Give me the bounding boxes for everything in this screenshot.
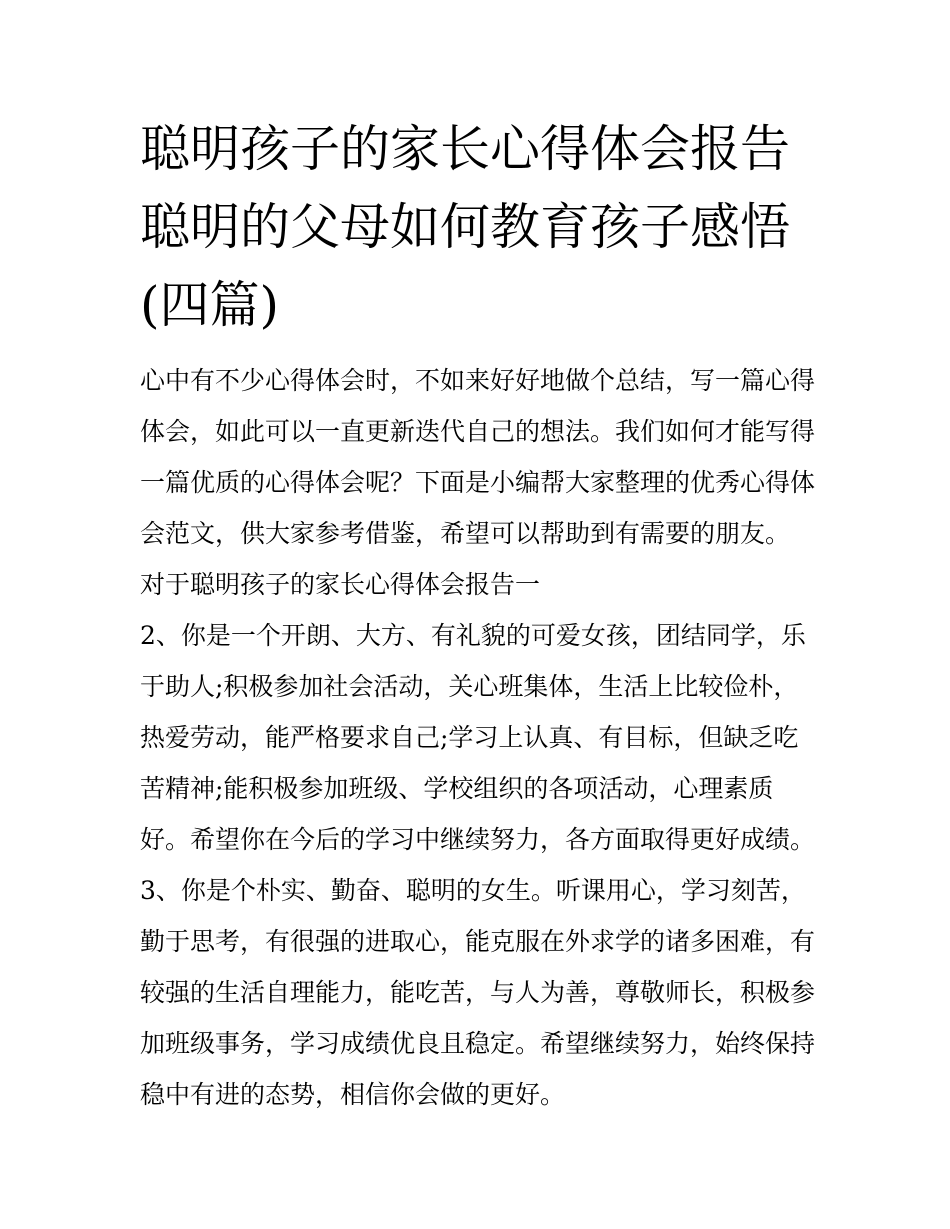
paragraph-line: 热爱劳动，能严格要求自己;学习上认真、有目标，但缺乏吃 [140, 723, 799, 752]
title-line: 聪明孩子的家长心得体会报告 [140, 120, 790, 178]
body-text [140, 355, 830, 1120]
paragraph-line: 加班级事务，学习成绩优良且稳定。希望继续努力，始终保持 [140, 1029, 816, 1058]
paragraph-line: 2、你是一个开朗、大方、有礼貌的可爱女孩，团结同学，乐 [140, 621, 806, 650]
intro-line: 一篇优质的心得体会呢？下面是小编帮大家整理的优秀心得体 [140, 468, 816, 497]
intro-line: 心中有不少心得体会时，不如来好好地做个总结，写一篇心得 [140, 366, 816, 395]
page-title [140, 110, 820, 344]
intro-line: 会范文，供大家参考借鉴，希望可以帮助到有需要的朋友。 [140, 519, 791, 548]
paragraph-line: 于助人;积极参加社会活动，关心班集体，生活上比较俭朴， [140, 672, 799, 701]
paragraph-line: 好。希望你在今后的学习中继续努力，各方面取得更好成绩。 [140, 825, 816, 854]
paragraph-line: 勤于思考，有很强的进取心，能克服在外求学的诸多困难，有 [140, 927, 816, 956]
section-heading: 对于聪明孩子的家长心得体会报告一 [140, 570, 541, 599]
paragraph-line: 苦精神;能积极参加班级、学校组织的各项活动，心理素质 [140, 774, 774, 803]
paragraph-line: 较强的生活自理能力，能吃苦，与人为善，尊敬师长，积极参 [140, 978, 816, 1007]
intro-line: 体会，如此可以一直更新迭代自己的想法。我们如何才能写得 [140, 417, 816, 446]
title-line: 聪明的父母如何教育孩子感悟 [140, 198, 790, 256]
title-line: (四篇) [140, 276, 280, 334]
paragraph-line: 稳中有进的态势，相信你会做的更好。 [140, 1080, 566, 1109]
paragraph-line: 3、你是个朴实、勤奋、聪明的女生。听课用心，学习刻苦， [140, 876, 806, 905]
